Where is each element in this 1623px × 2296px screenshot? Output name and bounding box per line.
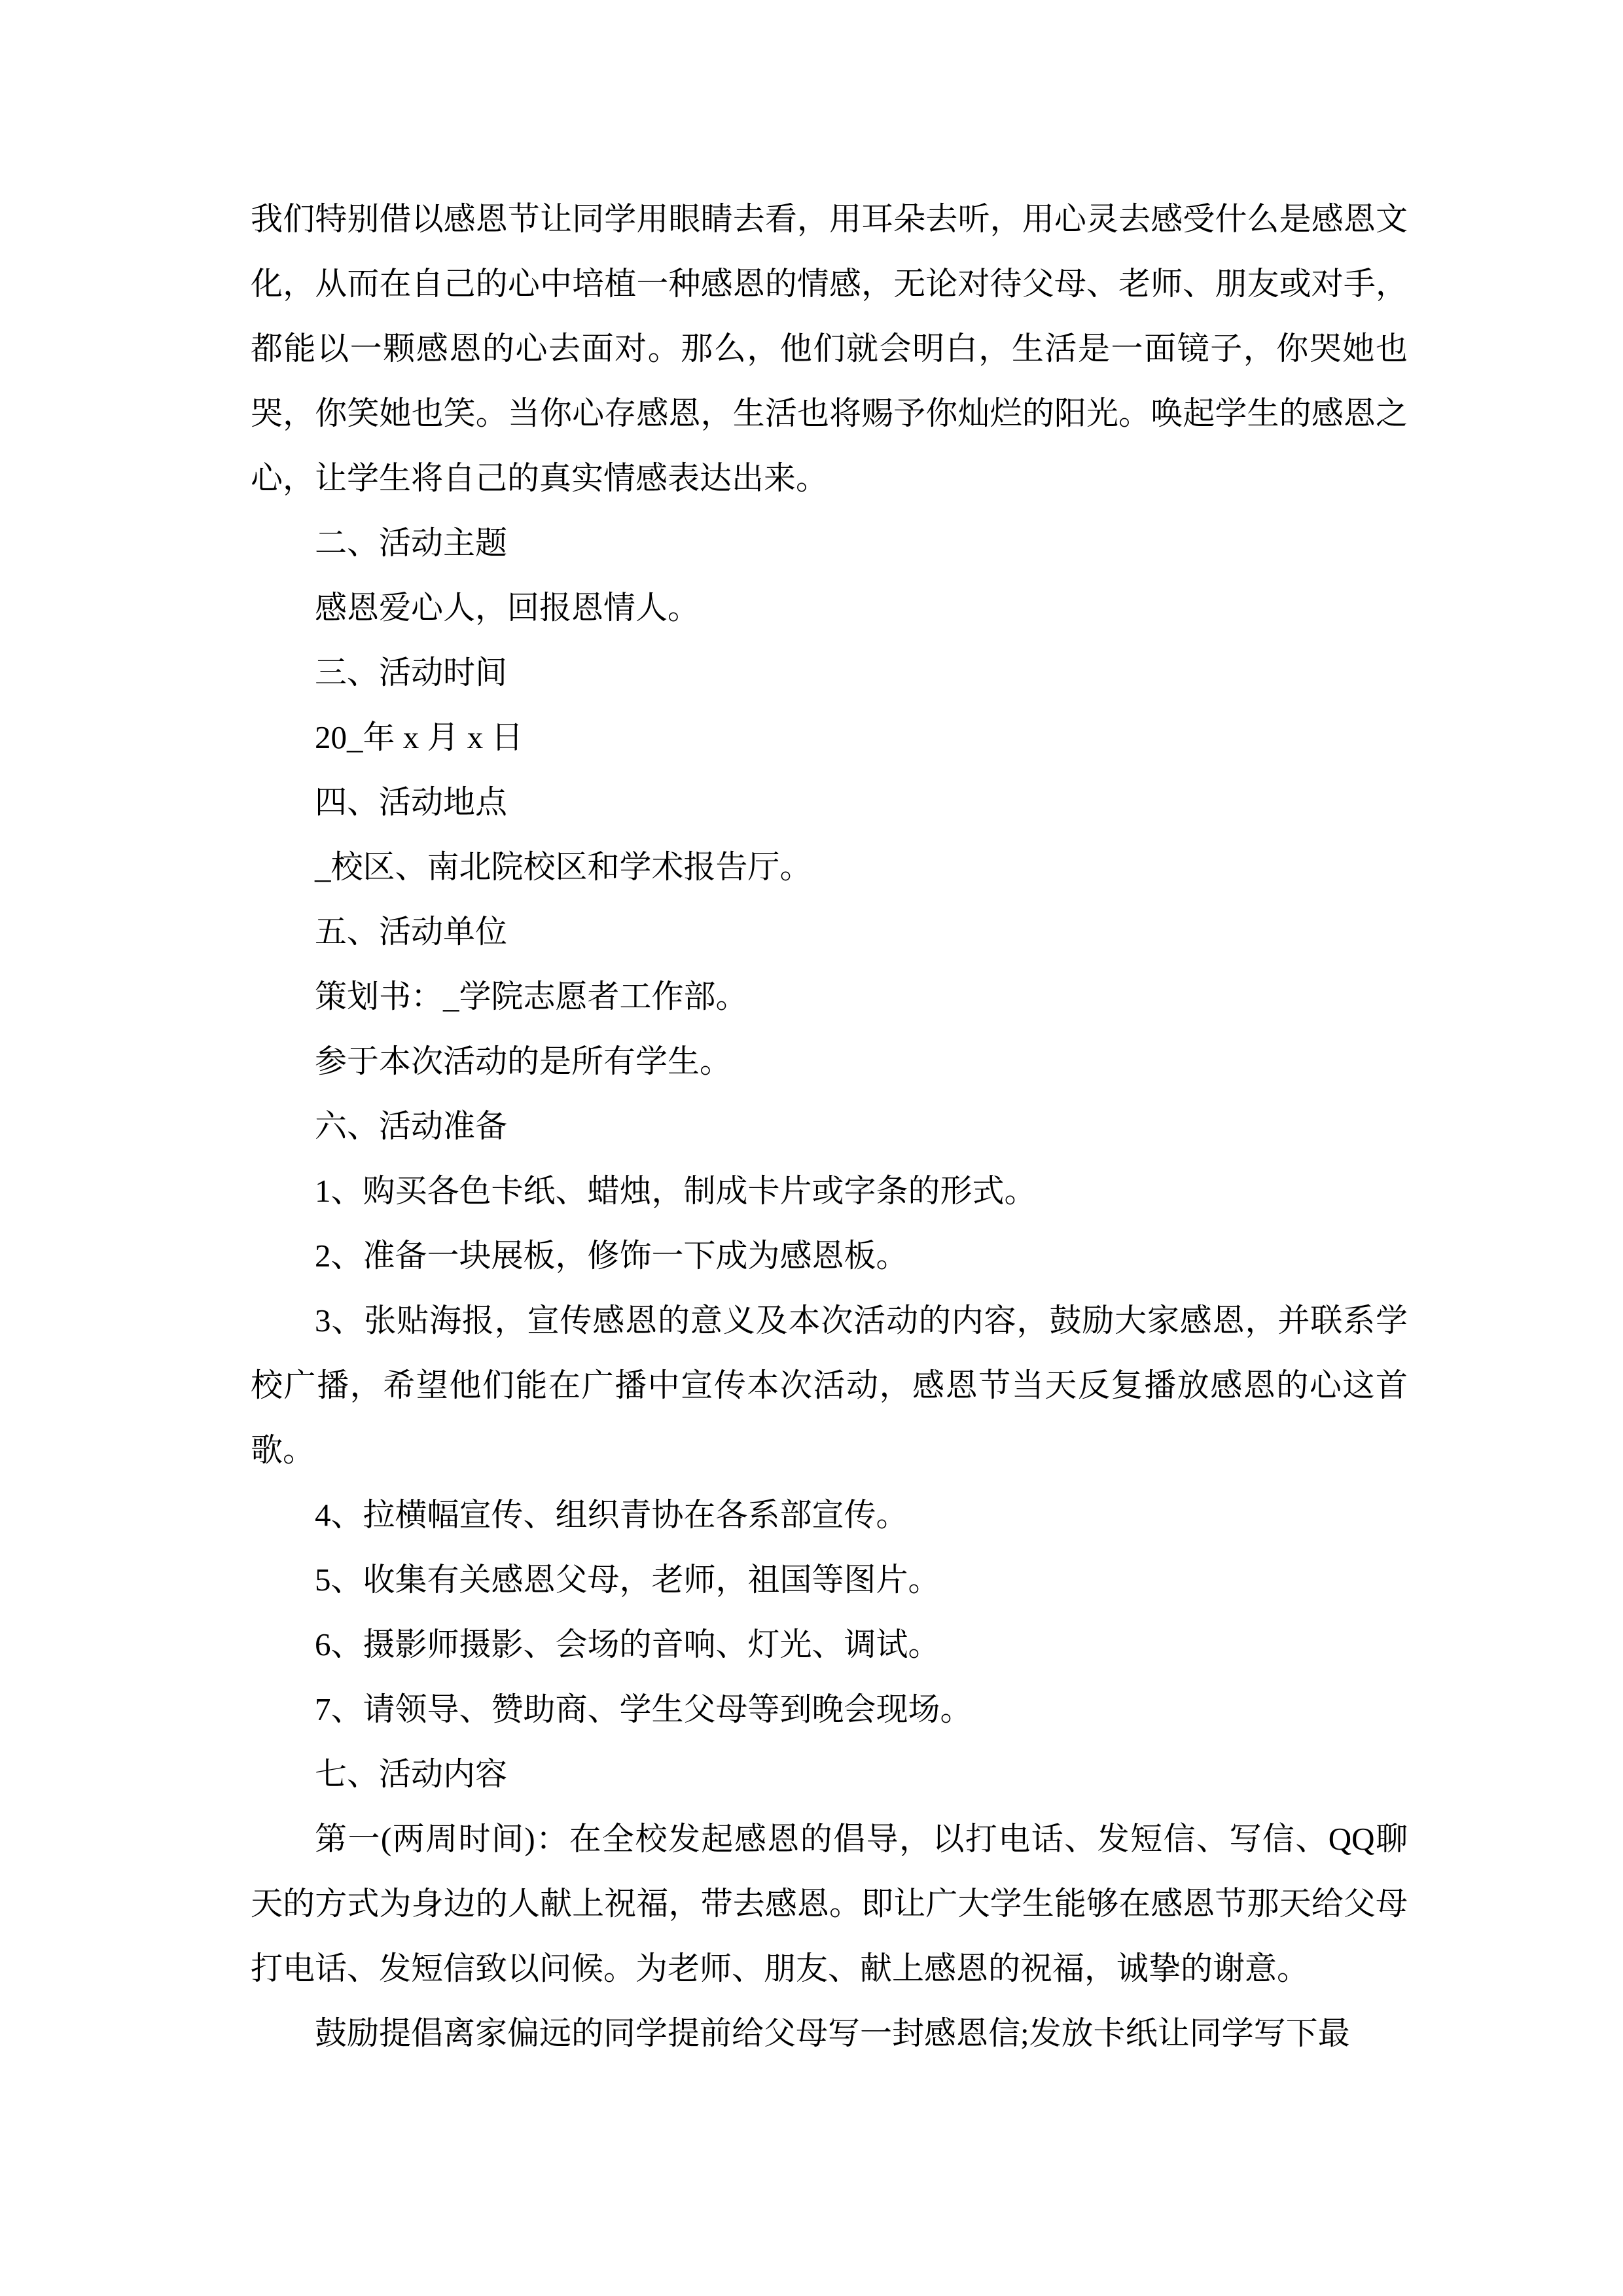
section-heading: 三、活动时间: [315, 655, 508, 691]
list-item: 5、收集有关感恩父母，老师，祖国等图片。: [315, 1562, 940, 1598]
list-item: 1、购买各色卡纸、蜡烛，制成卡片或字条的形式。: [315, 1173, 1037, 1209]
section-heading: 七、活动内容: [315, 1756, 508, 1792]
paragraph: 策划书：_学院志愿者工作部。: [315, 978, 748, 1014]
section-heading: 四、活动地点: [315, 784, 508, 820]
paragraph: 参于本次活动的是所有学生。: [315, 1043, 732, 1079]
paragraph: 20_年 x 月 x 日: [315, 719, 524, 755]
paragraph: 感恩爱心人，回报恩情人。: [315, 590, 700, 626]
list-item: 7、请领导、赞助商、学生父母等到晚会现场。: [315, 1691, 972, 1727]
document-body: [251, 187, 1408, 2066]
list-item: 6、摄影师摄影、会场的音响、灯光、调试。: [315, 1626, 940, 1662]
section-heading: 五、活动单位: [315, 914, 508, 950]
paragraph: 第一(两周时间)：在全校发起感恩的倡导，以打电话、发短信、写信、QQ聊天的方式为身边的人献上祝福，带去感恩。即让广大学生能够在感恩节那天给父母打电话、发短信致以问候。为老师、朋友、献上感恩的祝福，诚挚的谢意。: [251, 1821, 1408, 1986]
paragraph: 我们特别借以感恩节让同学用眼睛去看，用耳朵去听，用心灵去感受什么是感恩文化，从而在自己的心中培植一种感恩的情感，无论对待父母、老师、朋友或对手，都能以一颗感恩的心去面对。那么，他们就会明白，生活是一面镜子，你哭她也哭，你笑她也笑。当你心存感恩，生活也将赐予你灿烂的阳光。唤起学生的感恩之心，让学生将自己的真实情感表达出来。: [251, 201, 1408, 496]
list-item: 4、拉横幅宣传、组织青协在各系部宣传。: [315, 1497, 908, 1533]
list-item: 3、张贴海报，宣传感恩的意义及本次活动的内容，鼓励大家感恩，并联系学校广播，希望他们能在广播中宣传本次活动，感恩节当天反复播放感恩的心这首歌。: [251, 1302, 1408, 1468]
paragraph: _校区、南北院校区和学术报告厅。: [315, 849, 812, 885]
section-heading: 六、活动准备: [315, 1108, 508, 1144]
section-heading: 二、活动主题: [315, 525, 508, 561]
paragraph: 鼓励提倡离家偏远的同学提前给父母写一封感恩信;发放卡纸让同学写下最: [315, 2015, 1350, 2051]
list-item: 2、准备一块展板，修饰一下成为感恩板。: [315, 1238, 908, 1274]
